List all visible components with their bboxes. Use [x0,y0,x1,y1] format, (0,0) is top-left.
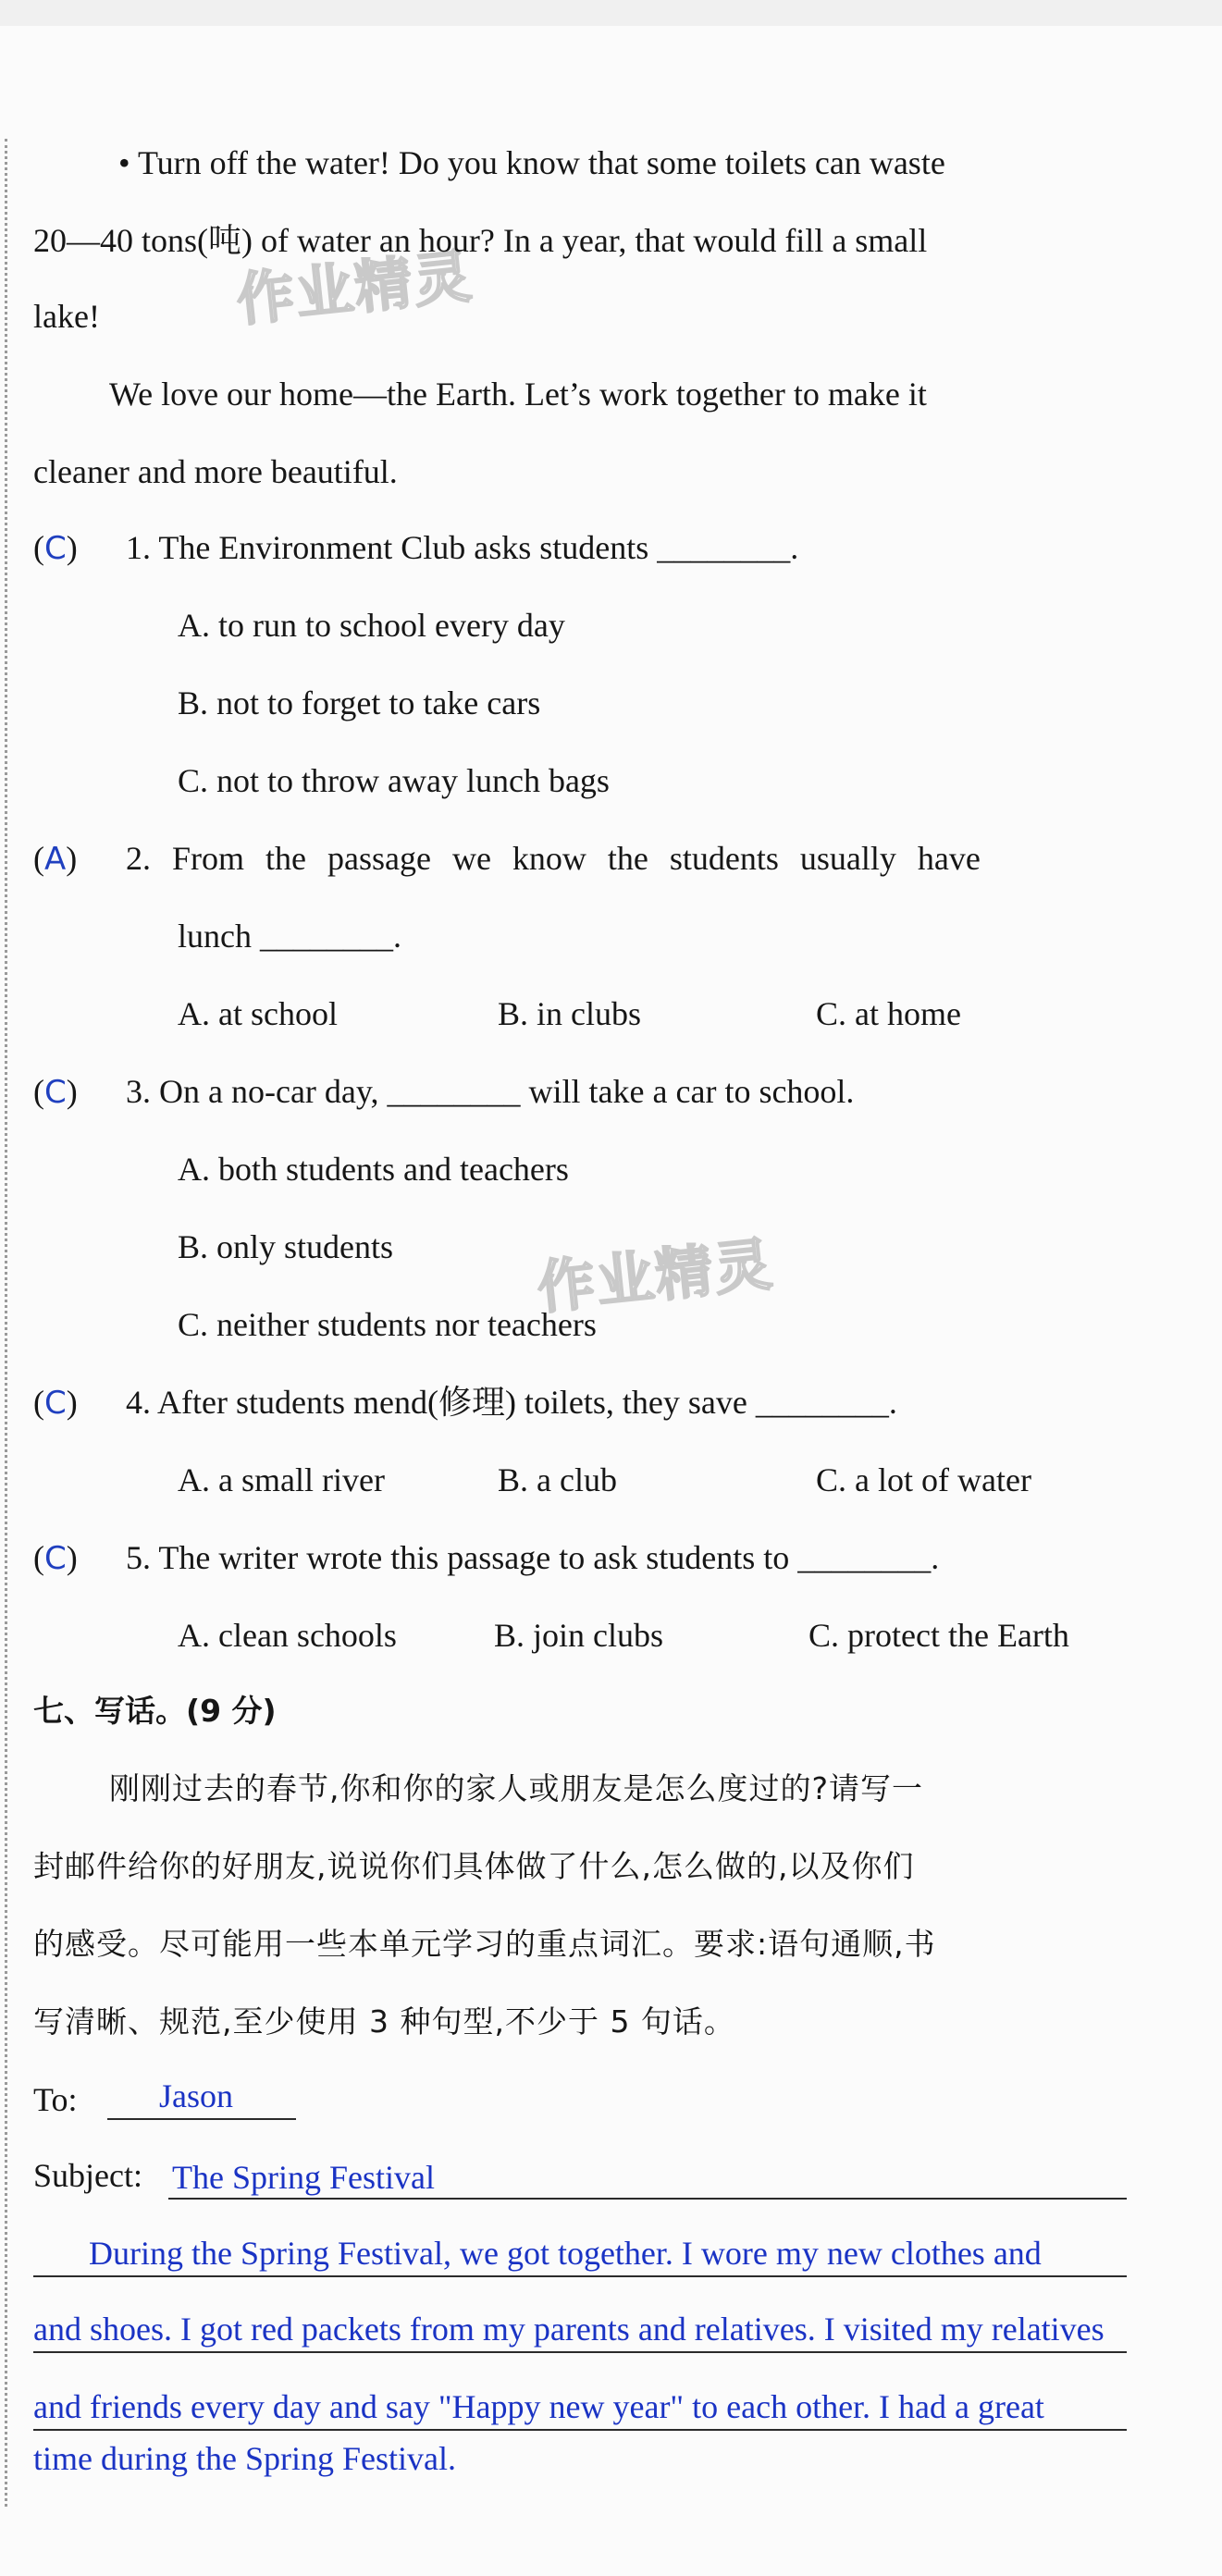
email-body-line-4: time during the Spring Festival. [33,2440,456,2477]
body-rule-1 [33,2275,1127,2277]
writing-prompt-line-1: 刚刚过去的春节,你和你的家人或朋友是怎么度过的?请写一 [109,1770,924,1806]
question-2-stem-line-1: 2. From the passage we know the students usually have [126,840,981,877]
question-4-answer: C [44,1385,67,1422]
writing-heading: 七、写话。(9 分) [33,1693,277,1729]
question-2-option-c: C. at home [816,995,961,1032]
question-1-answer: C [44,530,67,567]
watermark: 作业精灵 [233,241,476,335]
question-5-answer: C [44,1540,67,1577]
question-4-option-b: B. a club [498,1461,617,1498]
question-3-paren: (C) [33,1073,78,1111]
writing-prompt-line-4: 写清晰、规范,至少使用 3 种句型,不少于 5 句话。 [33,2003,735,2040]
body-rule-2 [33,2351,1127,2353]
question-3-answer: C [44,1074,67,1111]
to-underline [107,2118,296,2120]
email-body-line-3: and friends every day and say "Happy new year" to each other. I had a great [33,2388,1044,2425]
question-5-option-c: C. protect the Earth [808,1617,1069,1654]
question-1-option-b: B. not to forget to take cars [178,684,541,721]
question-2-option-b: B. in clubs [498,995,642,1032]
question-2-stem-line-2: lunch ________. [178,918,401,955]
passage-bullet-line-1: • Turn off the water! Do you know that some toilets can waste [118,144,945,181]
passage-bullet-line-3: lake! [33,298,100,335]
question-4-option-a: A. a small river [178,1461,385,1498]
question-1-option-a: A. to run to school every day [178,607,565,644]
passage-bullet-line-2: 20—40 tons(吨) of water an hour? In a year, that would fill a small [33,222,928,259]
question-4-option-c: C. a lot of water [816,1461,1031,1498]
question-2-answer: A [44,841,67,878]
subject-label: Subject: [33,2157,142,2194]
passage-closing-line-1: We love our home—the Earth. Let’s work together to make it [109,376,927,413]
body-rule-3 [33,2429,1127,2431]
question-1-paren: (C) [33,529,78,567]
question-3-option-a: A. both students and teachers [178,1151,569,1188]
question-5-paren: (C) [33,1539,78,1577]
question-4-paren: (C) [33,1384,78,1422]
binding-margin-dots [5,139,7,2507]
email-body-line-2: and shoes. I got red packets from my parents and relatives. I visited my relatives [33,2311,1105,2348]
email-body-line-1: During the Spring Festival, we got together. I wore my new clothes and [89,2235,1042,2272]
writing-prompt-line-3: 的感受。尽可能用一些本单元学习的重点词汇。要求:语句通顺,书 [33,1926,936,1962]
to-label: To: [33,2081,78,2118]
question-3-stem: 3. On a no-car day, ________ will take a car to school. [126,1073,855,1110]
question-1-stem: 1. The Environment Club asks students ________. [126,529,799,566]
question-5-option-a: A. clean schools [178,1617,397,1654]
question-2-option-a: A. at school [178,995,338,1032]
writing-prompt-line-2: 封邮件给你的好朋友,说说你们具体做了什么,怎么做的,以及你们 [33,1848,915,1884]
question-5-option-b: B. join clubs [494,1617,664,1654]
question-1-option-c: C. not to throw away lunch bags [178,762,610,799]
watermark: 作业精灵 [534,1229,777,1323]
passage-closing-line-2: cleaner and more beautiful. [33,453,398,490]
subject-value: The Spring Festival [172,2159,435,2196]
top-shade [0,0,1222,26]
question-3-option-c: C. neither students nor teachers [178,1306,597,1343]
question-2-paren: (A) [33,840,78,878]
question-5-stem: 5. The writer wrote this passage to ask students to ________. [126,1539,940,1576]
question-4-stem: 4. After students mend(修理) toilets, they save ________. [126,1384,897,1421]
subject-underline [168,2198,1127,2200]
to-value: Jason [159,2077,233,2114]
question-3-option-b: B. only students [178,1228,394,1265]
